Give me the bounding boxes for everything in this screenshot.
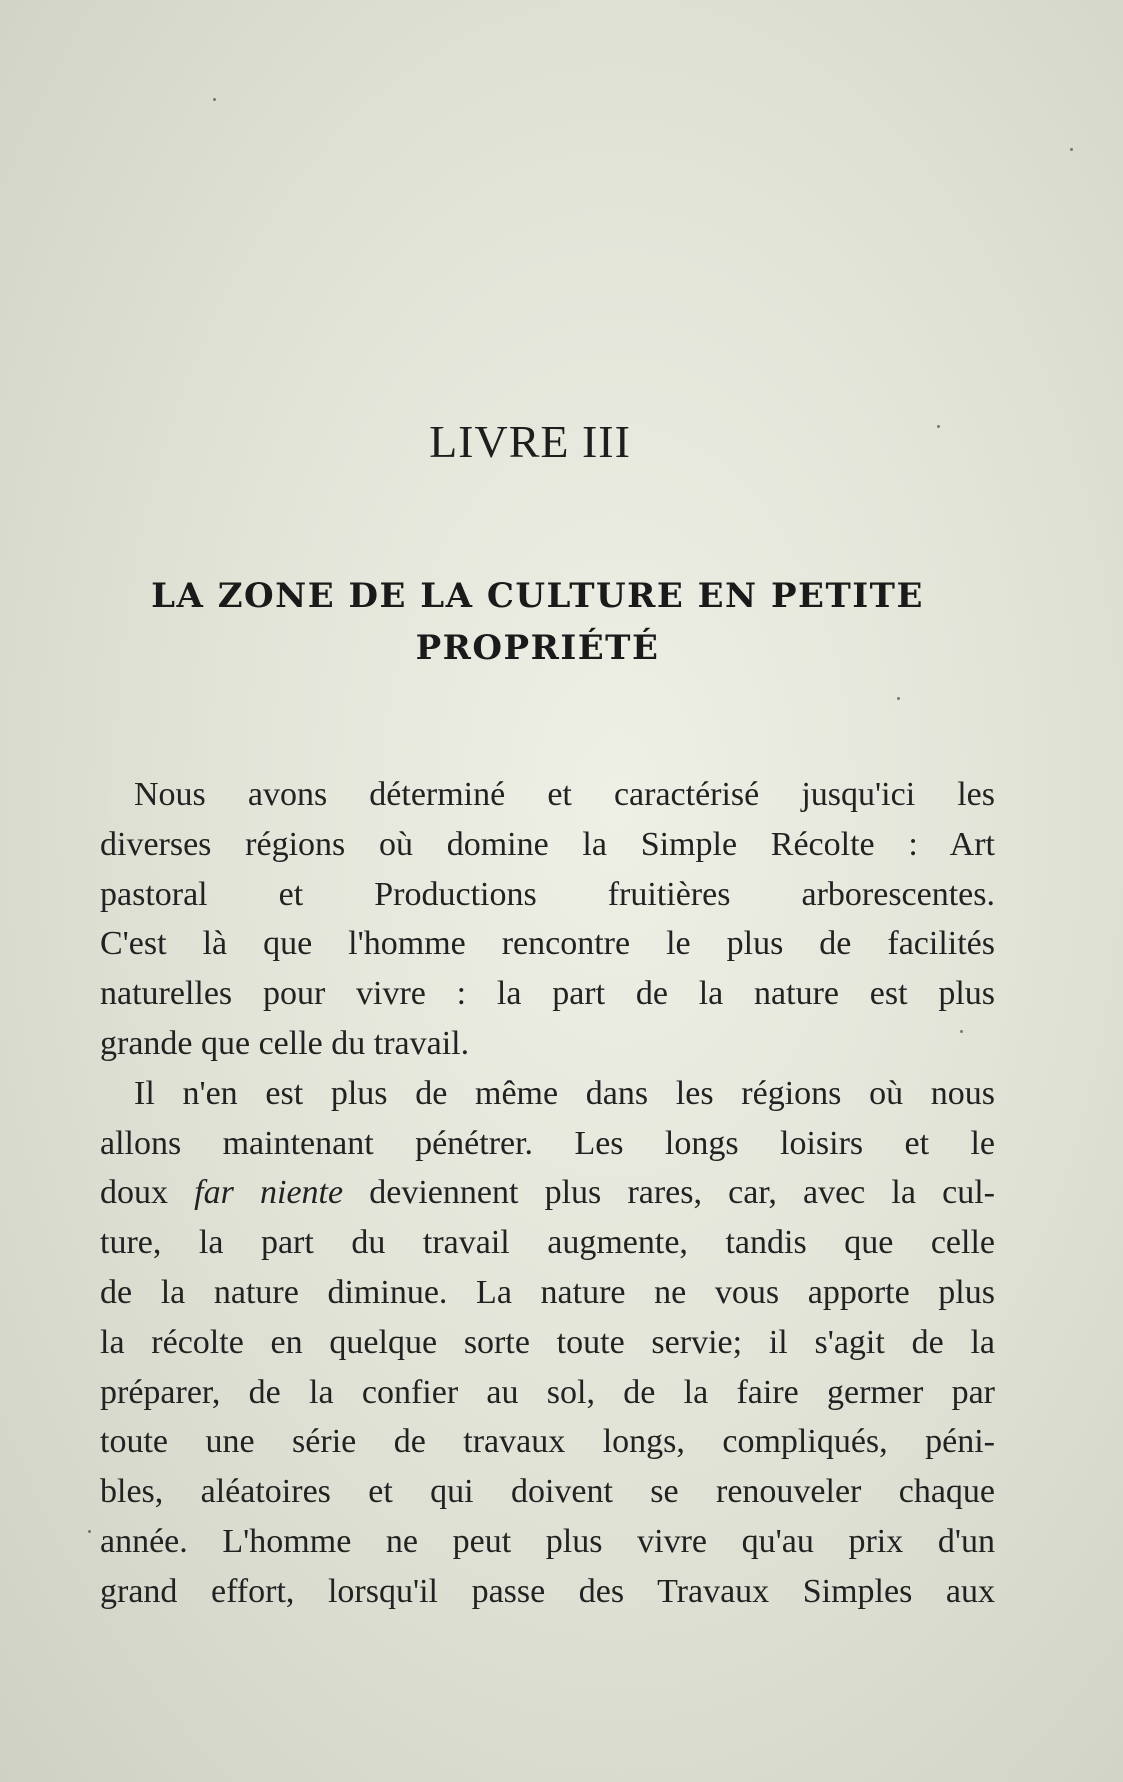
paragraph-1 bbox=[100, 770, 995, 1069]
paragraph-line: année. L'homme ne peut plus vivre qu'au prix d'un bbox=[100, 1522, 995, 1560]
paragraph-line: diverses régions où domine la Simple Récolte : Art bbox=[100, 825, 995, 863]
paragraph-line: grand effort, lorsqu'il passe des Travaux Simples aux bbox=[100, 1572, 995, 1610]
paragraph-line: allons maintenant pénétrer. Les longs loisirs et le bbox=[100, 1124, 995, 1162]
chapter-title bbox=[95, 570, 980, 674]
book-part-heading: LIVRE III bbox=[429, 416, 631, 467]
paper-speck bbox=[88, 1530, 91, 1533]
body-text bbox=[100, 770, 995, 1617]
italic-phrase: far niente bbox=[194, 1174, 344, 1212]
paragraph-line: grande que celle du travail. bbox=[100, 1024, 470, 1062]
paragraph-line-with-italic bbox=[100, 1168, 995, 1218]
text-run: deviennent plus rares, car, avec la cul- bbox=[369, 1174, 995, 1212]
paragraph-2 bbox=[100, 1069, 995, 1617]
paragraph-line: C'est là que l'homme rencontre le plus de facilités bbox=[100, 925, 995, 963]
paragraph-line: ture, la part du travail augmente, tandis que celle bbox=[100, 1224, 995, 1262]
chapter-title-line-1: LA ZONE DE LA CULTURE EN PETITE bbox=[151, 576, 924, 616]
paper-speck bbox=[897, 697, 900, 700]
paragraph-line: préparer, de la confier au sol, de la faire germer par bbox=[100, 1373, 995, 1411]
paragraph-line: toute une série de travaux longs, compliqués, péni- bbox=[100, 1423, 995, 1461]
paragraph-line: de la nature diminue. La nature ne vous apporte plus bbox=[100, 1273, 995, 1311]
paragraph-line: Il n'en est plus de même dans les régions où nous bbox=[134, 1074, 995, 1112]
chapter-title-line-2: PROPRIÉTÉ bbox=[415, 628, 660, 668]
paragraph-line: la récolte en quelque sorte toute servie; il s'agit de la bbox=[100, 1323, 995, 1361]
paragraph-line: bles, aléatoires et qui doivent se renouveler chaque bbox=[100, 1473, 995, 1511]
paper-speck bbox=[213, 98, 216, 101]
paragraph-line: pastoral et Productions fruitières arborescentes. bbox=[100, 875, 995, 913]
paragraph-line: Nous avons déterminé et caractérisé jusqu'ici les bbox=[134, 776, 995, 813]
paper-speck bbox=[1070, 148, 1073, 151]
paragraph-line: naturelles pour vivre : la part de la nature est plus bbox=[100, 975, 995, 1013]
text-run: doux bbox=[100, 1174, 168, 1212]
